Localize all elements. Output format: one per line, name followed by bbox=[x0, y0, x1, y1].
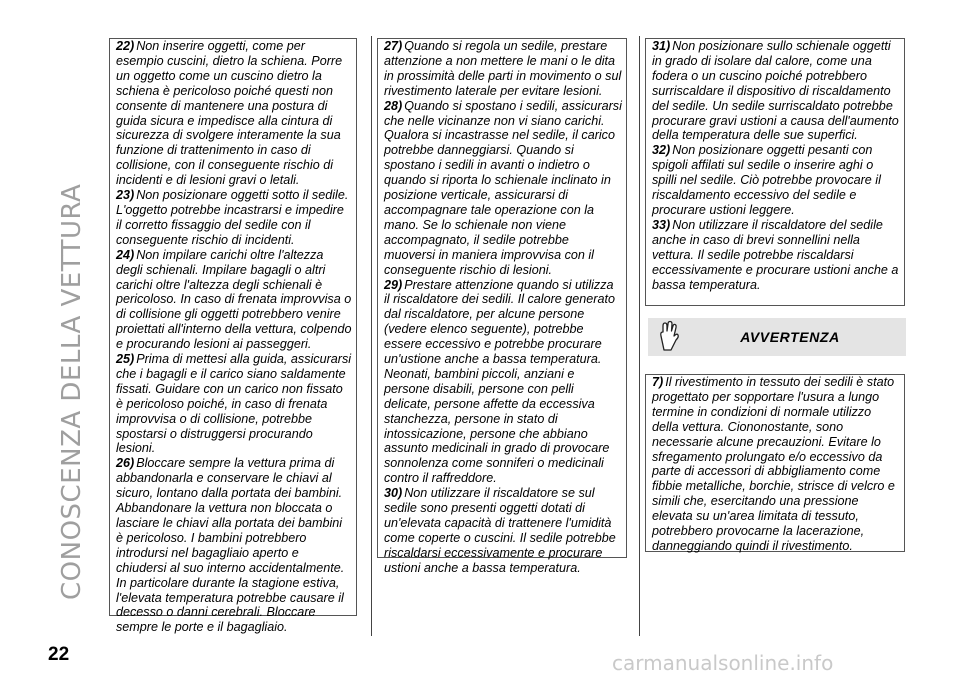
warning-header bbox=[648, 318, 906, 356]
note: 28) Quando si spostano i sedili, assicurarsi che nelle vicinanze non vi siano carichi. Qualora si incastrasse nel sedile, il carico potrebbe danneggiarsi. Quando si spostano i sedili in avanti o indietro o quando si riporta lo schienale inclinato in posizione verticale, assicurarsi di accompagnare tale operazione con la mano. Se lo schienale non viene accompagnato, il sedile potrebbe muoversi in maniera improvvisa con il conseguente rischio di lesioni. bbox=[384, 98, 622, 277]
section-title: CONOSCENZA DELLA VETTURA bbox=[57, 183, 87, 600]
note: 22) Non inserire oggetti, come per esempio cuscini, dietro la schiena. Porre un oggetto come un cuscino dietro la schiena è pericoloso poiché questi non consente di mantenere una postura di guida sicura e impedisce alla cintura di sicurezza di svolgere interamente la sua funzione di trattenimento in caso di collisione, con il conseguente rischio di incidenti e di lesioni gravi o letali. bbox=[116, 39, 343, 188]
note: 33) Non utilizzare il riscaldatore del sedile anche in caso di brevi sonnellini nella vettura. Il sedile potrebbe riscaldarsi eccessivamente e procurare ustioni anche a bassa temperatura. bbox=[652, 217, 899, 292]
warning-box bbox=[645, 374, 905, 552]
note: 32) Non posizionare oggetti pesanti con spigoli affilati sul sedile o inserire aghi o spilli nel sedile. Ciò potrebbe provocare il riscaldamento eccessivo del sedile e procurare ustioni leggere. bbox=[652, 143, 881, 217]
column-divider bbox=[639, 36, 640, 636]
note: 26) Bloccare sempre la vettura prima di abbandonarla e conservare le chiavi al sicuro, lontano dalla portata dei bambini. Abbandonare la vettura non bloccata o lasciare le chiavi alla portata dei bambini è pericoloso. I bambini potrebbero introdursi nel bagagliaio aperto e chiudersi al suo interno accidentalmente. In particolare durante la stagione estiva, l'elevata temperatura potrebbe causare il decesso o danni cerebrali. Bloccare sempre le porte e il bagagliaio. bbox=[116, 456, 345, 635]
warning-title: AVVERTENZA bbox=[740, 329, 840, 345]
note: 24) Non impilare carichi oltre l'altezza degli schienali. Impilare bagagli o altri carichi oltre l'altezza degli schienali è pericoloso. In caso di frenata improvvisa o di collisione gli oggetti potrebbero venire proiettati all'interno della vettura, colpendo e procurando lesioni ai passeggeri. bbox=[116, 247, 352, 352]
note: 7) Il rivestimento in tessuto dei sedili è stato progettato per sopportare l'usura a lungo termine in condizioni di normale utilizzo della vettura. Ciononostante, sono necessarie alcune precauzioni. Evitare lo sfregamento prolungato e/o eccessivo da parte di accessori di abbigliamento come fibbie metalliche, borchie, strisce di velcro e simili che, esercitando una pressione elevata su un'area limitata di tessuto, potrebbero provocarne la lacerazione, danneggiando quindi il rivestimento. bbox=[652, 375, 895, 553]
note: 29) Prestare attenzione quando si utilizza il riscaldatore dei sedili. Il calore generato dal riscaldatore, per alcune persone (vedere elenco seguente), potrebbe essere eccessivo e potrebbe procurare un'ustione anche a bassa temperatura. Neonati, bambini piccoli, anziani e persone disabili, persone con pelli delicate, persone affette da eccessiva stanchezza, persone in stato di intossicazione, persone che abbiano assunto medicinali in grado di provocare sonnolenza come sonniferi o medicinali contro il raffreddore. bbox=[384, 277, 616, 486]
note: 25) Prima di mettesi alla guida, assicurarsi che i bagagli e il carico siano saldamente fissati. Guidare con un carico non fissato è pericoloso poiché, in caso di frenata improvvisa o di collisione, potrebbe spostarsi o distruggersi procurando lesioni. bbox=[116, 352, 352, 456]
safety-notes-box bbox=[377, 38, 627, 575]
watermark: carmanualsonline.info bbox=[612, 651, 834, 675]
column-divider bbox=[371, 36, 372, 636]
note: 27) Quando si regola un sedile, prestare attenzione a non mettere le mani o le dita in prossimità delle parti in movimento o sul rivestimento laterale per evitare lesioni. bbox=[384, 39, 622, 98]
safety-notes-box bbox=[645, 38, 905, 306]
note: 31) Non posizionare sullo schienale oggetti in grado di isolare dal calore, come una fodera o un cuscino poiché potrebbero surriscaldare il dispositivo di riscaldamento del sedile. Un sedile surriscaldato potrebbe procurare gravi ustioni a causa dell'aumento della temperatura delle sue superfici. bbox=[652, 39, 899, 143]
safety-notes-box bbox=[109, 38, 357, 635]
note: 23) Non posizionare oggetti sotto il sedile. L'oggetto potrebbe incastrarsi e impedire il corretto fissaggio del sedile con il conseguente rischio di incidenti. bbox=[116, 188, 349, 247]
note: 30) Non utilizzare il riscaldatore se sul sedile sono presenti oggetti dotati di un'elevata capacità di trattenere l'umidità come coperte o cuscini. Il sedile potrebbe riscaldarsi eccessivamente e procurare ustioni anche a bassa temperatura. bbox=[384, 486, 616, 575]
page-number: 22 bbox=[48, 644, 70, 665]
